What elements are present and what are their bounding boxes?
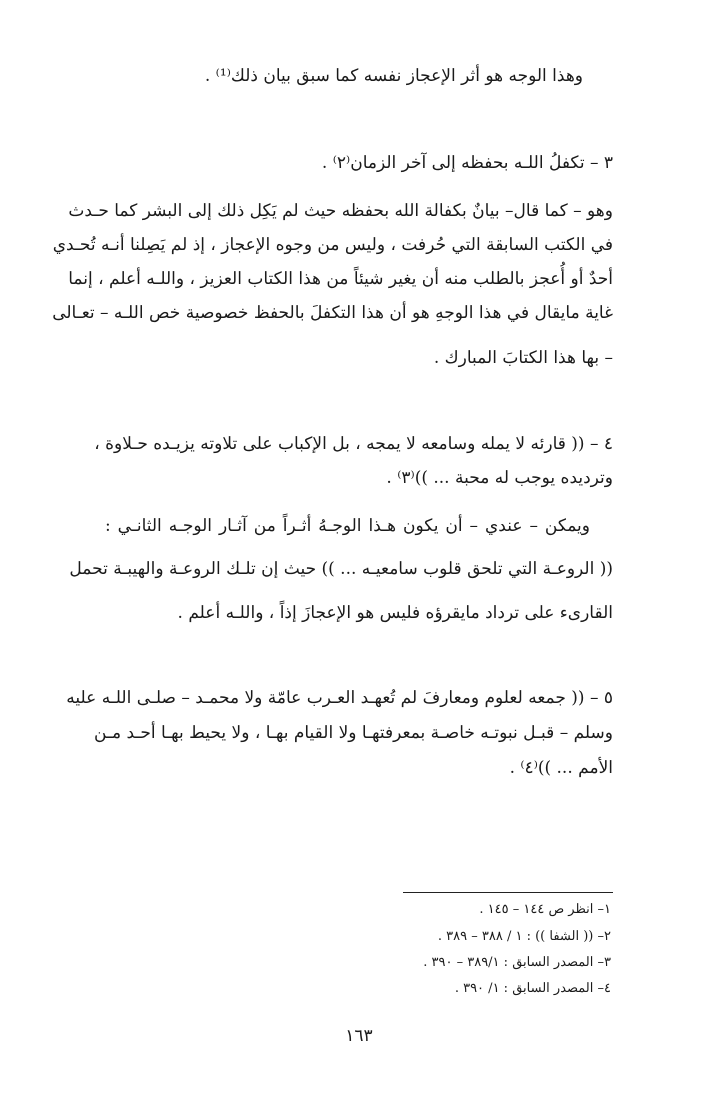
paragraph-line: الأمم ... ))⁽٤⁾ . <box>509 758 613 778</box>
paragraph-line: وترديده يوجب له محبة ... ))⁽٣⁾ . <box>386 468 613 488</box>
paragraph-line: – بها هذا الكتابَ المبارك . <box>433 348 613 368</box>
paragraph-line: في الكتب السابقة التي حُرفت ، وليس من وجوه الإعجاز ، إذ لم يَصِلنا أنـه تُحـدي <box>52 235 613 255</box>
paragraph-line: غاية مايقال في هذا الوجهِ هو أن هذا التكفلَ بالحفظ خصوصية خص اللـه – تعـالى <box>52 303 613 323</box>
paragraph-line: أحدٌ أو أُعجز بالطلب منه أن يغير شيئاً من هذا الكتاب العزيز ، واللـه أعلم ، إنما <box>68 269 613 289</box>
paragraph-line: (( الروعـة التي تلحق قلوب سامعيـه ... )) حيث إن تلـك الروعـة والهيبـة تحمل <box>69 559 613 579</box>
footnote-separator <box>403 892 613 893</box>
paragraph-line: وهو – كما قال– بيانٌ بكفالة الله بحفظه حيث لم يَكِل ذلك إلى البشر كما حـدث <box>68 201 613 221</box>
footnote: ١– انظر ص ١٤٤ – ١٤٥ . <box>479 902 611 917</box>
footnote: ٢– (( الشفا )) : ١ / ٣٨٨ – ٣٨٩ . <box>437 929 611 944</box>
point-heading: ٣ – تكفلُ اللـه بحفظه إلى آخر الزمان⁽٢⁾ . <box>321 153 613 173</box>
page-number: ١٦٣ <box>345 1026 373 1046</box>
paragraph-line: ويمكن – عندي – أن يكون هـذا الوجـهُ أثـراً من آثـار الوجـه الثانـي : <box>105 516 590 536</box>
footnote: ٤– المصدر السابق : ١/ ٣٩٠ . <box>454 981 611 996</box>
paragraph-line: القارىء على ترداد مايقرؤه فليس هو الإعجازَ إذاً ، واللـه أعلم . <box>177 603 613 623</box>
point-heading: ٥ – (( جمعه لعلوم ومعارفَ لم تُعهـد العـرب عامّة ولا محمـد – صلـى اللـه عليه <box>66 688 613 708</box>
paragraph-line: وسلم – قبـل نبوتـه خاصـة بمعرفتهـا ولا القيام بهـا ، ولا يحيط بهـا أحـد مـن <box>94 723 613 743</box>
footnote: ٣– المصدر السابق : ٣٨٩/١ – ٣٩٠ . <box>423 955 611 970</box>
paragraph-line: وهذا الوجه هو أثر الإعجاز نفسه كما سبق بيان ذلك⁽¹⁾ . <box>204 66 583 86</box>
point-heading: ٤ – (( قارئه لا يمله وسامعه لا يمجه ، بل الإكباب على تلاوته يزيـده حـلاوة ، <box>94 434 613 454</box>
